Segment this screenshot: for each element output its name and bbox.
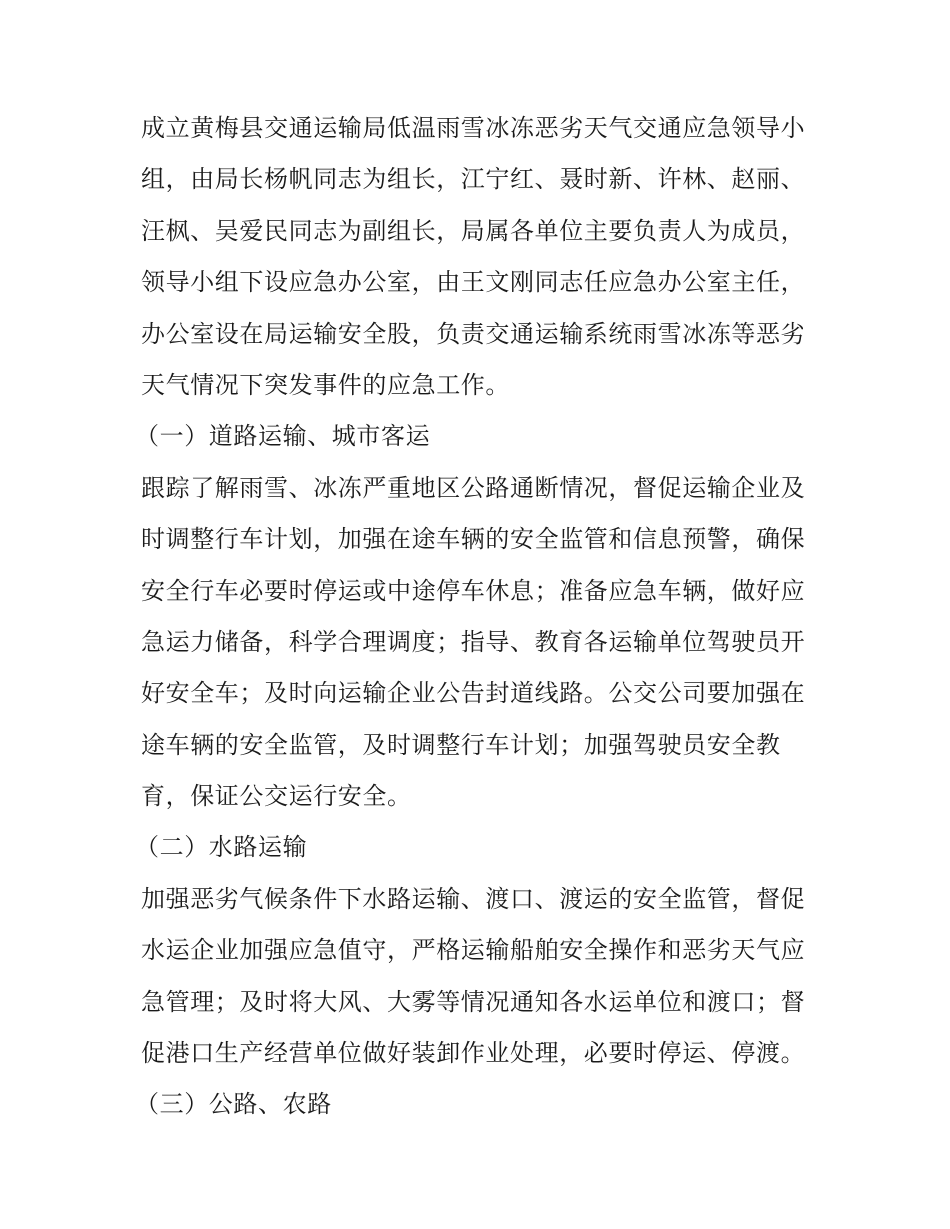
text-line: 跟踪了解雨雪、冰冻严重地区公路通断情况，督促运输企业及 [141,473,806,502]
text-line: 水运企业加强应急值守，严格运输船舶安全操作和恶劣天气应 [141,936,806,965]
text-line: 途车辆的安全监管，及时调整行车计划；加强驾驶员安全教 [141,730,781,759]
text-line: 育，保证公交运行安全。 [141,782,412,811]
section-heading: （一）道路运输、城市客运 [135,422,431,451]
text-line: 促港口生产经营单位做好装卸作业处理，必要时停运、停渡。 [141,1039,806,1068]
text-line: 天气情况下突发事件的应急工作。 [141,370,510,399]
text-line: 汪枫、吴爱民同志为副组长，局属各单位主要负责人为成员， [141,216,806,245]
text-line: 领导小组下设应急办公室，由王文刚同志任应急办公室主任， [141,268,806,297]
text-line: 时调整行车计划，加强在途车辆的安全监管和信息预警，确保 [141,525,806,554]
text-line: 组，由局长杨帆同志为组长，江宁红、聂时新、许林、赵丽、 [141,165,806,194]
text-line: 安全行车必要时停运或中途停车休息；准备应急车辆，做好应 [141,576,806,605]
section-heading: （三）公路、农路 [135,1090,332,1119]
text-line: 好安全车；及时向运输企业公告封道线路。公交公司要加强在 [141,679,806,708]
text-line: 成立黄梅县交通运输局低温雨雪冰冻恶劣天气交通应急领导小 [141,114,806,142]
section-heading: （二）水路运输 [135,833,308,862]
text-line: 急运力储备，科学合理调度；指导、教育各运输单位驾驶员开 [141,627,806,656]
text-line: 加强恶劣气候条件下水路运输、渡口、渡运的安全监管，督促 [141,884,806,913]
document-body [135,103,813,1131]
text-line: 办公室设在局运输安全股，负责交通运输系统雨雪冰冻等恶劣 [141,319,806,348]
text-line: 急管理；及时将大风、大雾等情况通知各水运单位和渡口；督 [141,987,806,1016]
